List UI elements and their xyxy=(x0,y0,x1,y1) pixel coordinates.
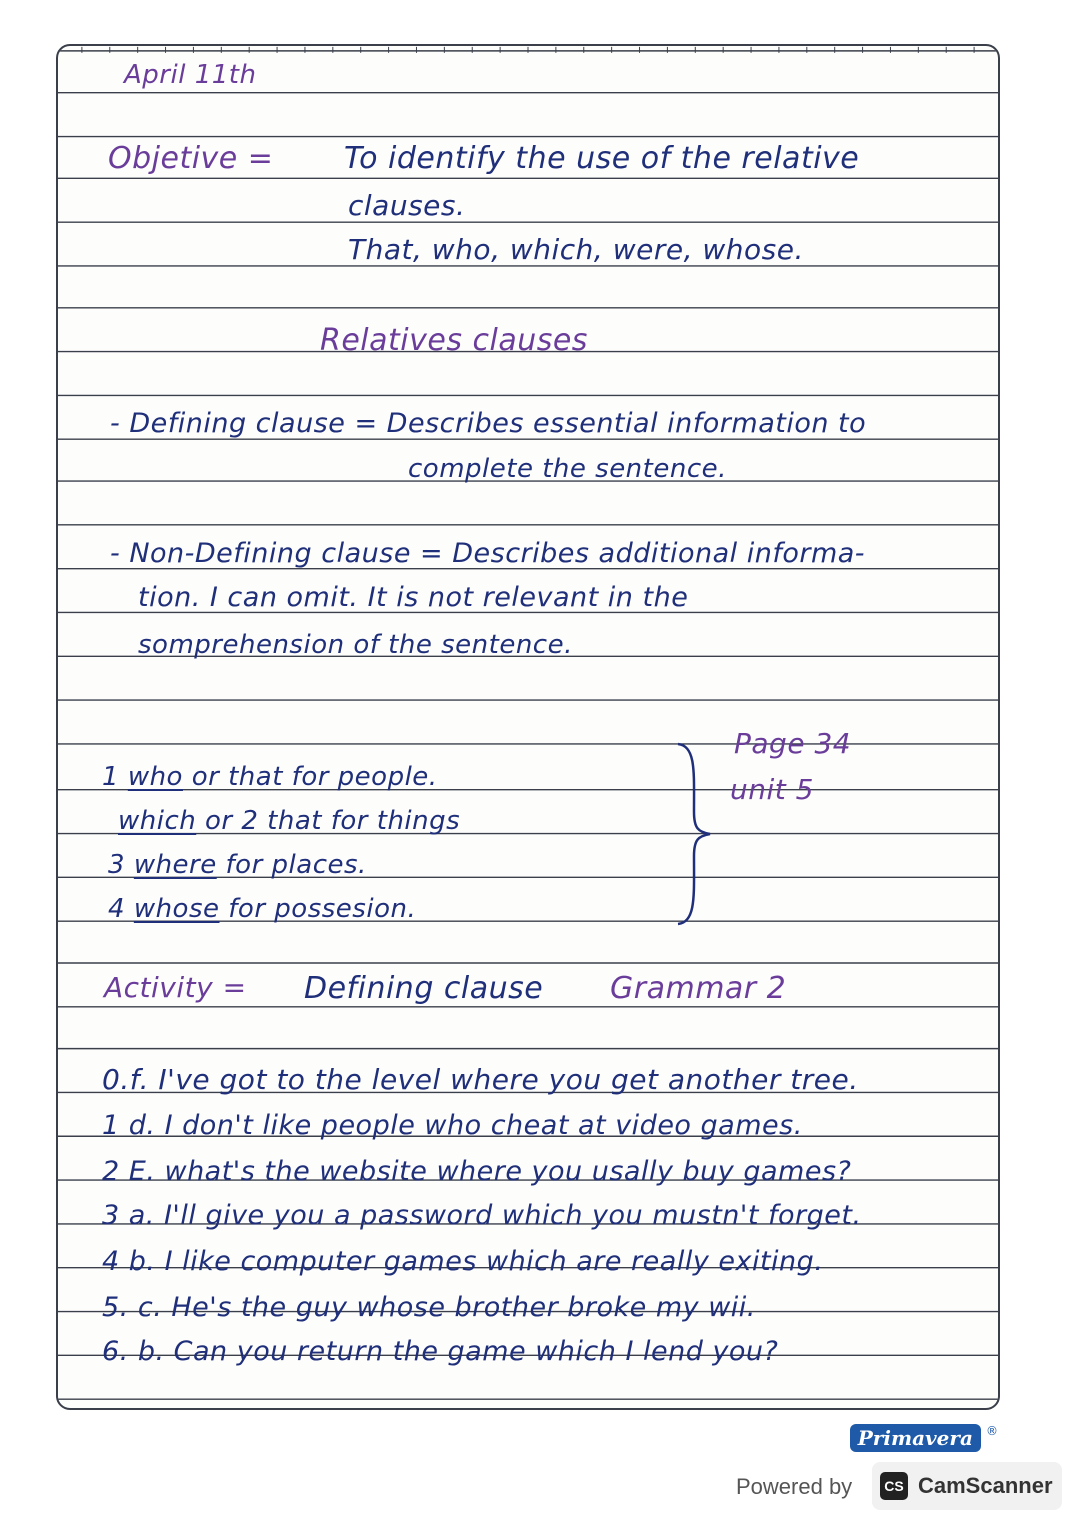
pronoun-rest: or 2 that for things xyxy=(205,806,461,836)
pronoun-rest: or that for people. xyxy=(191,762,438,792)
reference-page: Page 34 xyxy=(734,727,852,760)
activity-topic: Defining clause xyxy=(304,971,544,1006)
primavera-logo xyxy=(850,1424,998,1452)
activity-grammar: Grammar 2 xyxy=(610,971,787,1006)
pronoun-num: 4 xyxy=(108,894,126,924)
non-defining-line-2: tion. I can omit. It is not relevant in the xyxy=(138,582,689,613)
non-defining-line-3: somprehension of the sentence. xyxy=(138,630,573,660)
pronoun-word: whose xyxy=(133,894,220,924)
pronoun-rest: for possesion. xyxy=(228,894,417,924)
pronoun-item xyxy=(108,852,367,878)
pronoun-item xyxy=(102,764,438,790)
defining-line-2: complete the sentence. xyxy=(408,454,727,484)
defining-line-1: - Defining clause = Describes essential information to xyxy=(110,408,867,439)
exercise-line: 1 d. I don't like people who cheat at video games. xyxy=(102,1110,803,1141)
exercise-line: 5. c. He's the guy whose brother broke my wii. xyxy=(102,1292,756,1323)
exercise-line: 0.f. I've got to the level where you get another tree. xyxy=(102,1063,859,1096)
pronoun-word: where xyxy=(133,850,217,880)
non-defining-line-1: - Non-Defining clause = Describes additional informa- xyxy=(110,538,866,569)
pronoun-num: 1 xyxy=(102,762,120,792)
exercise-line: 6. b. Can you return the game which I lend you? xyxy=(102,1336,779,1367)
notebook-page xyxy=(56,44,1000,1410)
registered-icon: ® xyxy=(986,1424,998,1438)
reference-unit: unit 5 xyxy=(730,773,814,806)
pronoun-rest: for places. xyxy=(225,850,367,880)
exercise-line: 3 a. I'll give you a password which you mustn't forget. xyxy=(102,1200,862,1231)
pronoun-item xyxy=(108,896,416,922)
pronoun-item xyxy=(118,808,460,834)
exercise-line: 2 E. what's the website where you usally buy games? xyxy=(102,1156,852,1187)
date-heading: April 11th xyxy=(124,60,257,90)
objective-line-3: That, who, which, were, whose. xyxy=(348,233,804,266)
camscanner-icon: CS xyxy=(880,1472,908,1500)
objective-line-2: clauses. xyxy=(348,189,466,222)
exercise-line: 4 b. I like computer games which are really exiting. xyxy=(102,1246,824,1277)
objective-line-1: To identify the use of the relative xyxy=(344,141,860,176)
camscanner-badge xyxy=(872,1462,1062,1510)
brand-name: Primavera xyxy=(850,1424,981,1452)
objective-label: Objetive = xyxy=(108,141,274,176)
camscanner-name: CamScanner xyxy=(918,1473,1053,1498)
activity-label: Activity = xyxy=(104,971,247,1004)
pronoun-word: which xyxy=(118,806,197,836)
curly-brace xyxy=(674,742,714,926)
pronoun-word: who xyxy=(127,762,183,792)
section-title: Relatives clauses xyxy=(320,323,588,358)
powered-by-text: Powered by xyxy=(736,1474,853,1499)
pronoun-num: 3 xyxy=(108,850,126,880)
